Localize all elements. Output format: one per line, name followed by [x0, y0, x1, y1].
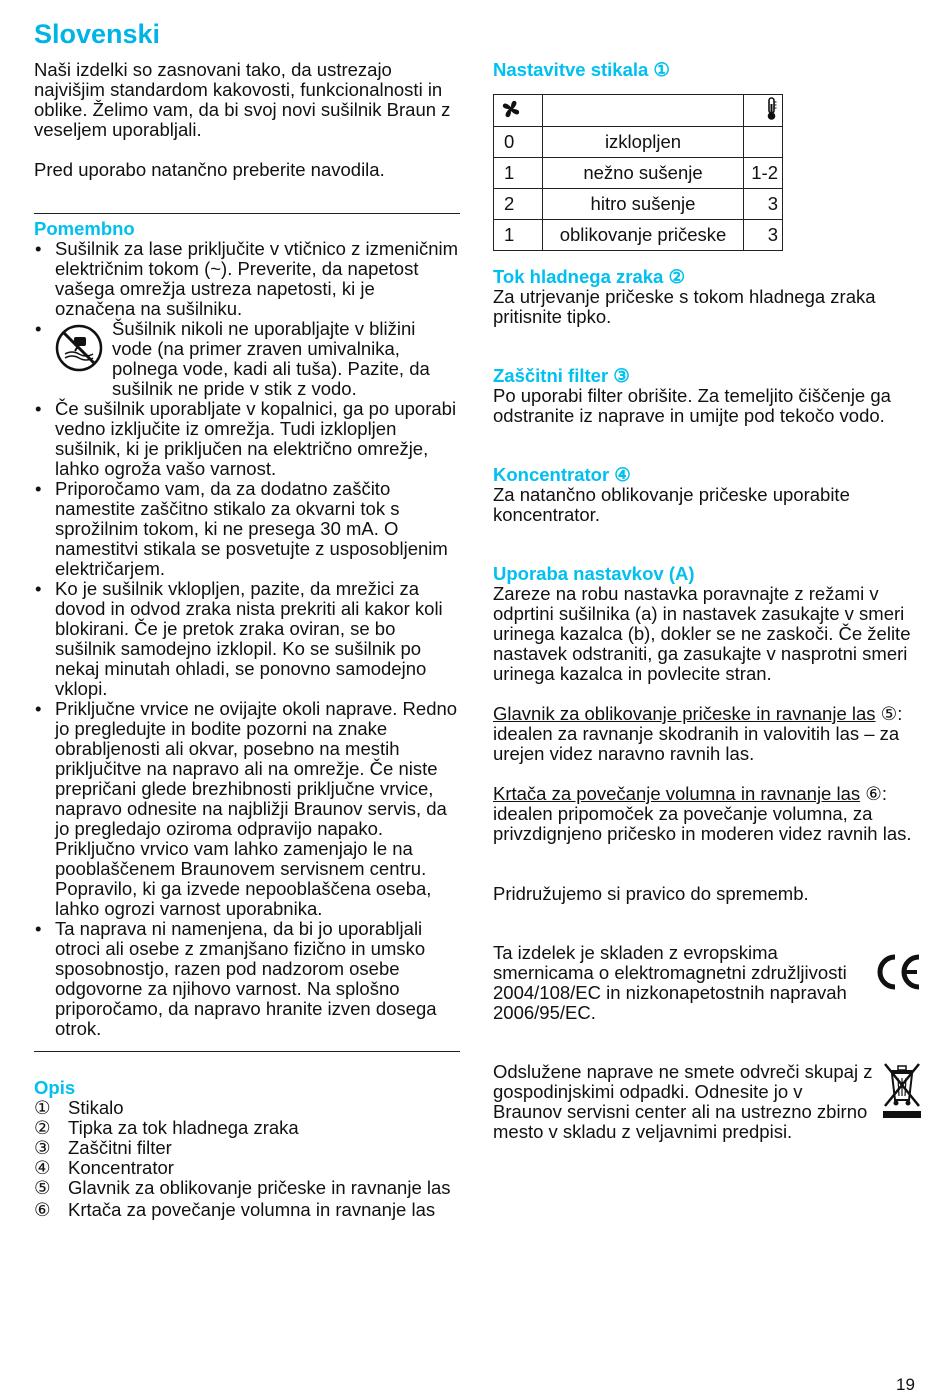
right-column [493, 60, 923, 1142]
list-item: • Ta naprava ni namenjena, da bi jo uporabljali otroci ali osebe z zmanjšano fizično in umsko sposobnostjo, razen pod nadzorom osebe odgovorne za njihovo varnost. Na splošno priporočamo, da napravo hranite izven dosega otrok. [34, 919, 460, 1039]
cool-shot-text: Za utrjevanje pričeske s tokom hladnega zraka pritisnite tipko. [493, 286, 876, 327]
list-item-water-warning [34, 319, 460, 399]
table-row [494, 158, 783, 189]
heat-level: 3 [744, 189, 783, 220]
part-label: Glavnik za oblikovanje pričeske in ravnanje las [68, 1177, 451, 1198]
comb-title: Glavnik za oblikovanje pričeske in ravnanje las [493, 703, 876, 724]
list-item: • Ko je sušilnik vklopljen, pazite, da mrežici za dovod in odvod zraka nista prekriti ali kakor koli blokirani. Če je pretok zraka oviran, se bo sušilnik samodejno izklopil. Ko se sušilnik po nekaj minutah ohladi, se ponovno samodejno vklopi. [34, 579, 460, 699]
ce-note: Ta izdelek je skladen z evropskima smernicama o elektromagnetni združljivosti 2004/108/EC in nizkonapetostnih napravah 2006/95/EC. [493, 942, 847, 1023]
disposal-block [493, 1062, 923, 1142]
ce-mark-icon [873, 951, 923, 993]
cool-shot-heading: Tok hladnega zraka ② [493, 266, 686, 287]
changes-note: Pridružujemo si pravico do sprememb. [493, 883, 809, 904]
intro-instruction: Pred uporabo natančno preberite navodila. [34, 159, 385, 180]
list-item [34, 1178, 460, 1198]
filter-heading: Zaščitni filter ③ [493, 365, 630, 386]
comb-paragraph [493, 704, 923, 764]
switch-position: 1 [494, 158, 543, 189]
switch-mode: hitro sušenje [543, 189, 744, 220]
intro-paragraph: Naši izdelki so zasnovani tako, da ustrezajo najvišjim standardom kakovosti, funkcionalnosti in oblike. Želimo vam, da bi svoj novi sušilnik Braun z veseljem uporabljali. [34, 59, 451, 140]
switch-mode: oblikovanje pričeske [543, 220, 744, 251]
important-heading: Pomembno [34, 218, 135, 239]
part-label: Tipka za tok hladnega zraka [68, 1117, 299, 1138]
comb-text: idealen za ravnanje skodranih in valovitih las – za urejen videz naravno ravnih las. [493, 723, 900, 764]
list-item: • Priključne vrvice ne ovijajte okoli naprave. Redno jo pregledujte in bodite pozorni na znake obrabljenosti ali okvar, posebno na mestih priključitve na napravo ali na omrežje. Če niste prepričani glede brezhibnosti priključne vrvice, napravo odnesite na najbližji Braunov servis, da jo pregledajo oziroma odpravijo napako. Priključno vrvico vam lahko zamenjajo le na pooblaščenem Braunovem servisnem centru. Popravilo, ki ga izvede nepooblaščena oseba, lahko ogrozi varnost uporabnika. [34, 699, 460, 919]
section-divider [34, 1051, 460, 1052]
switch-mode: nežno sušenje [543, 158, 744, 189]
part-label: Koncentrator [68, 1157, 174, 1178]
list-item [34, 1138, 460, 1158]
page-number: 19 [896, 1375, 915, 1394]
switch-position: 1 [494, 220, 543, 251]
no-water-icon [54, 323, 104, 373]
comb-suffix: ⑤: [875, 703, 903, 724]
left-column [34, 60, 460, 1220]
part-number: ⑥ [34, 1199, 51, 1220]
attachments-heading: Uporaba nastavkov (A) [493, 563, 695, 584]
list-item [34, 1118, 460, 1138]
table-row [494, 189, 783, 220]
ce-block [493, 943, 923, 1023]
switch-position: 2 [494, 189, 543, 220]
brush-title: Krtača za povečanje volumna in ravnanje las [493, 783, 861, 804]
list-item: • Če sušilnik uporabljate v kopalnici, ga po uporabi vedno izključite iz omrežja. Tudi izklopljen sušilnik, ki je priključen na električno omrežje, lahko ogroža vašo varnost. [34, 399, 460, 479]
part-label: Stikalo [68, 1097, 124, 1118]
filter-text: Po uporabi filter obrišite. Za temeljito čiščenje ga odstranite iz naprave in umijte pod tekočo vodo. [493, 385, 891, 426]
water-warning-text: Šušilnik nikoli ne uporabljajte v bližini vode (na primer zraven umivalnika, polnega vode, kadi ali tuša). Pazite, da sušilnik ne pride v stik z vodo. [112, 318, 430, 399]
part-number: ④ [34, 1157, 51, 1178]
brush-paragraph [493, 784, 923, 844]
heat-level: 3 [744, 220, 783, 251]
table-row [494, 220, 783, 251]
part-number: ② [34, 1117, 51, 1138]
page-title: Slovenski [34, 19, 161, 49]
brush-suffix: ⑥: [860, 783, 888, 804]
part-number: ① [34, 1097, 51, 1118]
switch-settings-table [493, 94, 783, 251]
concentrator-heading: Koncentrator ④ [493, 464, 631, 485]
brush-text: idealen pripomoček za povečanje volumna, za privzdignjeno pričesko in moderen videz ravnih las. [493, 803, 912, 844]
part-number: ③ [34, 1137, 51, 1158]
important-list [34, 239, 460, 1039]
list-item: • Sušilnik za lase priključite v vtičnico z izmeničnim električnim tokom (~). Preverite, da napetost vašega omrežja ustreza napetosti, ki je označena na sušilniku. [34, 239, 460, 319]
list-item [34, 1200, 460, 1220]
concentrator-text: Za natančno oblikovanje pričeske uporabite koncentrator. [493, 484, 850, 525]
heat-level [744, 127, 783, 158]
switch-mode: izklopljen [543, 127, 744, 158]
heat-level: 1-2 [744, 158, 783, 189]
attachments-text: Zareze na robu nastavka poravnajte z režami v odprtini sušilnika (a) in nastavek zasukajte v smeri urinega kazalca (b), dokler se ne zaskoči. Če želite nastavek odstraniti, ga zasukajte v nasprotni smeri urinega kazalca in povlecite stran. [493, 583, 911, 684]
table-header-row [494, 95, 783, 127]
table-row [494, 127, 783, 158]
list-item [34, 1098, 460, 1118]
weee-bin-icon [881, 1060, 923, 1120]
switch-settings-heading: Nastavitve stikala ① [493, 59, 671, 80]
switch-position: 0 [494, 127, 543, 158]
list-item [34, 1158, 460, 1178]
description-heading: Opis [34, 1077, 76, 1098]
section-divider [34, 213, 460, 214]
thermometer-icon [764, 97, 778, 121]
fan-icon [500, 98, 522, 120]
disposal-note: Odslužene naprave ne smete odvreči skupaj z gospodinjskimi odpadki. Odnesite jo v Braunov servisni center ali na ustrezno zbirno mesto v skladu z veljavnimi predpisi. [493, 1061, 873, 1142]
part-label: Krtača za povečanje volumna in ravnanje las [68, 1199, 436, 1220]
list-item: • Priporočamo vam, da za dodatno zaščito namestite zaščitno stikalo za okvarni tok s sprožilnim tokom, ki ne presega 30 mA. O namestitvi stikala se posvetujte z usposobljenim električarjem. [34, 479, 460, 579]
part-number: ⑤ [34, 1177, 51, 1198]
parts-list [34, 1098, 460, 1220]
part-label: Zaščitni filter [68, 1137, 172, 1158]
